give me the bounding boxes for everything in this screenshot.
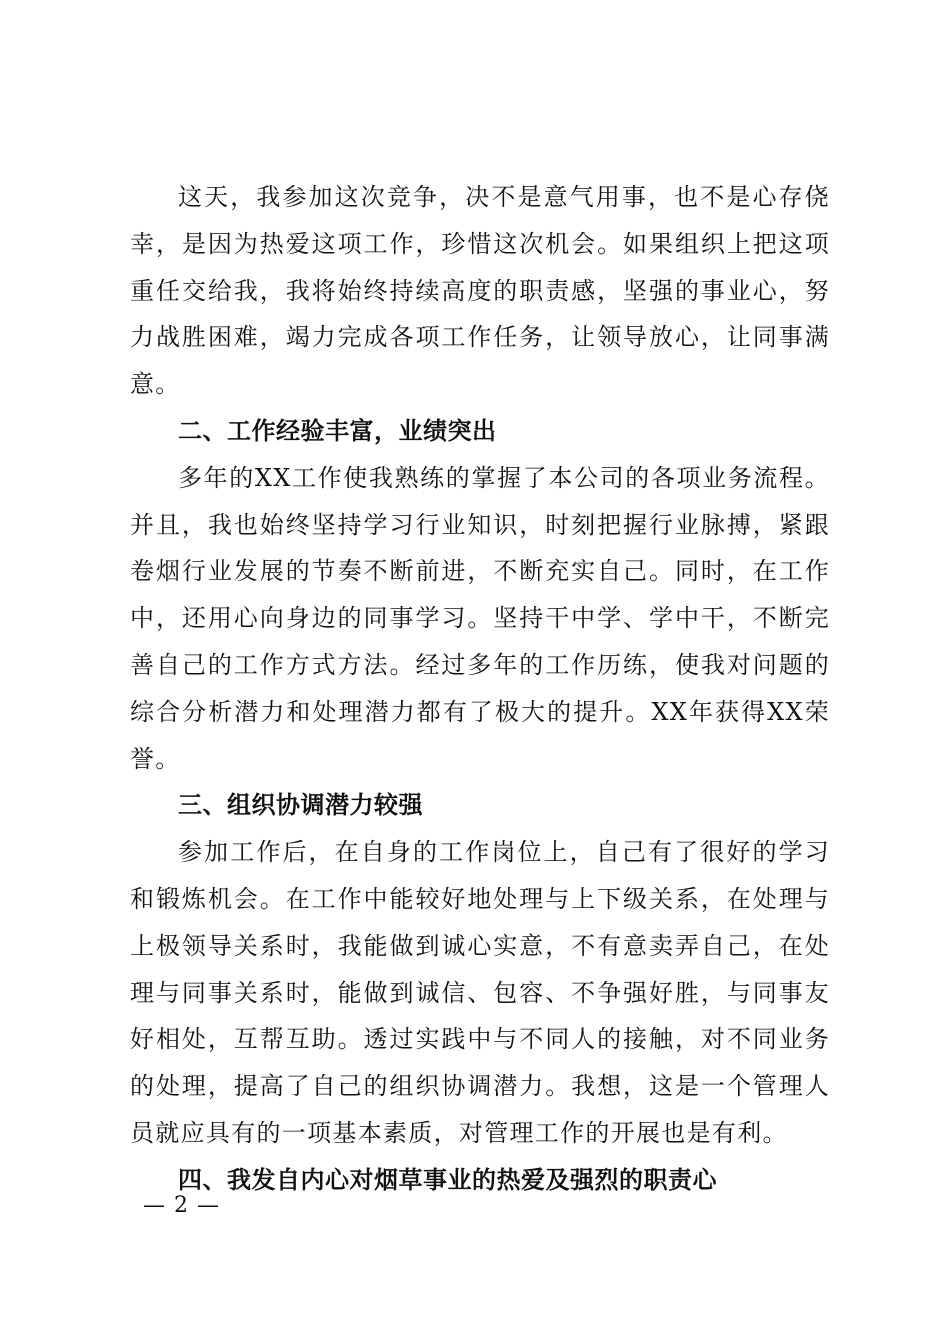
body-paragraph-experience: 多年的XX工作使我熟练的掌握了本公司的各项业务流程。并且，我也始终坚持学习行业知识，时刻把握行业脉搏，紧跟卷烟行业发展的节奏不断前进，不断充实自己。同时，在工作中，还用心向身边的同事学习。坚持干中学、学中干，不断完善自己的工作方式方法。经过多年的工作历练，使我对问题的综合分析潜力和处理潜力都有了极大的提升。XX年获得XX荣誉。	[130, 463, 830, 773]
page-number: — 2 —	[143, 1193, 220, 1218]
body-paragraph-intro: 这天，我参加这次竞争，决不是意气用事，也不是心存侥幸，是因为热爱这项工作，珍惜这次机会。如果组织上把这项重任交给我，我将始终持续高度的职责感，坚强的事业心，努力战胜困难，竭力完成各项工作任务，让领导放心，让同事满意。	[130, 183, 830, 399]
body-paragraph-coordination: 参加工作后，在自身的工作岗位上，自己有了很好的学习和锻炼机会。在工作中能较好地处理与上下级关系，在处理与上极领导关系时，我能做到诚心实意，不有意卖弄自己，在处理与同事关系时，能做到诚信、包容、不争强好胜，与同事友好相处，互帮互助。透过实践中与不同人的接触，对不同业务的处理，提高了自己的组织协调潜力。我想，这是一个管理人员就应具有的一项基本素质，对管理工作的开展也是有利。	[130, 838, 830, 1147]
section-heading-2: 二、工作经验丰富，业绩突出	[178, 416, 497, 445]
document-body	[130, 174, 830, 1204]
section-heading-3: 三、组织协调潜力较强	[178, 791, 423, 820]
section-heading-4: 四、我发自内心对烟草事业的热爱及强烈的职责心	[178, 1165, 717, 1194]
